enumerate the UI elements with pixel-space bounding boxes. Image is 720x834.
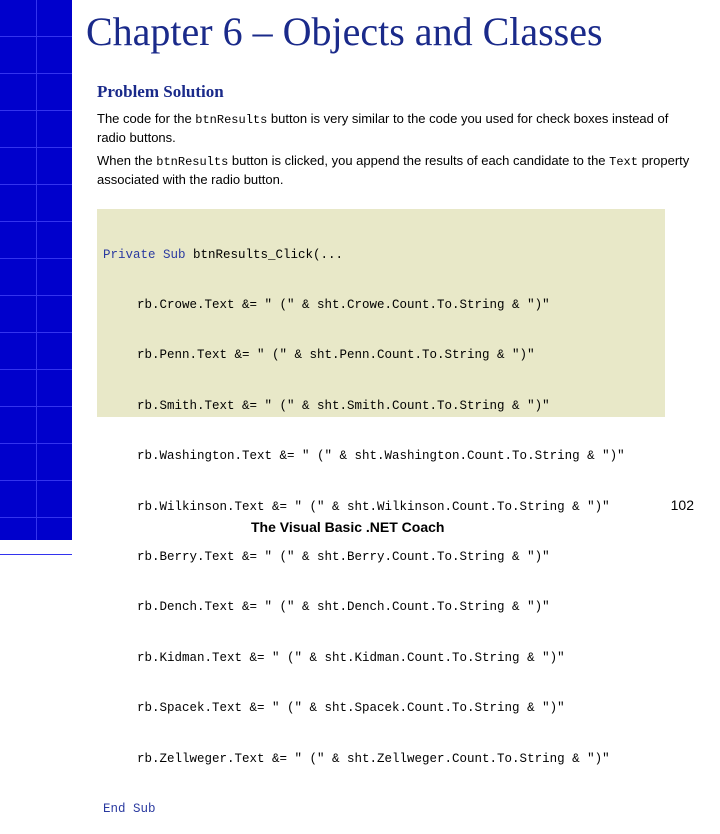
sidebar-tile (0, 296, 36, 333)
sidebar-tile (36, 37, 72, 74)
sidebar-tile (0, 333, 36, 370)
sidebar-tile (0, 0, 36, 37)
paragraph-2-code: btnResults (156, 155, 229, 169)
sidebar-tile (0, 444, 36, 481)
code-line-last: End Sub (103, 801, 156, 816)
code-line: rb.Penn.Text &= " (" & sht.Penn.Count.To.String & ")" (137, 348, 535, 363)
code-line-first (103, 247, 665, 264)
code-line: rb.Kidman.Text &= " (" & sht.Kidman.Count.To.String & ")" (137, 650, 565, 665)
paragraph-2-before: When the (97, 153, 157, 168)
sidebar-decoration (0, 0, 72, 540)
paragraph-2-middle: button is clicked, you append the results of each candidate to the (228, 153, 610, 168)
sidebar-tile (36, 518, 72, 555)
sidebar-tile (0, 259, 36, 296)
code-line: rb.Zellweger.Text &= " (" & sht.Zellweger.Count.To.String & ")" (137, 751, 610, 766)
sidebar-tile (0, 518, 36, 555)
sidebar-tile (0, 148, 36, 185)
section-heading: Problem Solution (97, 82, 224, 101)
sidebar-tile (36, 259, 72, 296)
sidebar-tile (36, 185, 72, 222)
sidebar-tile (36, 333, 72, 370)
code-first-rest: btnResults_Click(... (185, 247, 344, 262)
sidebar-tile (0, 185, 36, 222)
sidebar-tile (0, 370, 36, 407)
sidebar-tile (36, 407, 72, 444)
code-line: rb.Smith.Text &= " (" & sht.Smith.Count.To.String & ")" (137, 398, 550, 413)
code-line: rb.Wilkinson.Text &= " (" & sht.Wilkinson.Count.To.String & ")" (137, 499, 610, 514)
paragraph-2-after: property associated with the radio button. (97, 153, 690, 187)
code-line: rb.Crowe.Text &= " (" & sht.Crowe.Count.To.String & ")" (137, 297, 550, 312)
sidebar-tile (0, 37, 36, 74)
slide-title: Chapter 6 – Objects and Classes (86, 9, 603, 54)
paragraph-2-code2: Text (609, 155, 638, 169)
sidebar-tile (0, 74, 36, 111)
sidebar-tile (36, 370, 72, 407)
sidebar-tile (0, 111, 36, 148)
sidebar-tile (36, 296, 72, 333)
code-line: rb.Dench.Text &= " (" & sht.Dench.Count.To.String & ")" (137, 600, 550, 615)
code-line: rb.Spacek.Text &= " (" & sht.Spacek.Count.To.String & ")" (137, 701, 565, 716)
sidebar-tile (36, 74, 72, 111)
sidebar-tile (36, 481, 72, 518)
sidebar-tile (36, 444, 72, 481)
code-keyword: Private Sub (103, 247, 186, 262)
sidebar-tile (0, 481, 36, 518)
paragraph-1-before: The code for the (97, 111, 196, 126)
paragraph-1-after: button is very similar to the code you used for check boxes instead of radio buttons. (97, 111, 669, 145)
paragraph-1 (97, 110, 697, 147)
sidebar-tile (36, 148, 72, 185)
paragraph-1-code: btnResults (195, 113, 268, 127)
sidebar-tile (36, 111, 72, 148)
code-line: rb.Berry.Text &= " (" & sht.Berry.Count.To.String & ")" (137, 549, 550, 564)
footer-text: The Visual Basic .NET Coach (251, 519, 445, 535)
sidebar-tile (36, 0, 72, 37)
sidebar-tile (0, 222, 36, 259)
paragraph-2 (97, 152, 697, 189)
page-number: 102 (670, 497, 694, 513)
code-line: rb.Washington.Text &= " (" & sht.Washington.Count.To.String & ")" (137, 449, 625, 464)
sidebar-tile (36, 222, 72, 259)
sidebar-tile (0, 407, 36, 444)
